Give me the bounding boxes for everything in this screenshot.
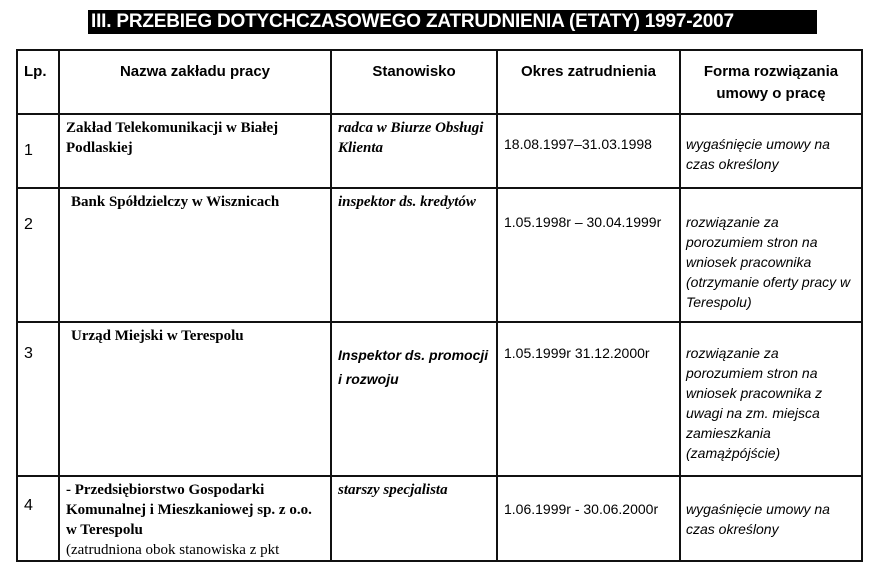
row-number: 2 [17, 188, 59, 322]
section-title: III. PRZEBIEG DOTYCHCZASOWEGO ZATRUDNIENIA (ETATY) 1997-2007 [88, 10, 817, 34]
job-position: inspektor ds. kredytów [331, 188, 497, 322]
header-period: Okres zatrudnienia [497, 50, 680, 114]
header-employer: Nazwa zakładu pracy [59, 50, 331, 114]
job-position: radca w Biurze Obsługi Klienta [331, 114, 497, 188]
employment-period: 1.06.1999r - 30.06.2000r [497, 476, 680, 561]
table-header-row [17, 50, 862, 114]
employer-name: Zakład Telekomunikacji w Białej Podlaskiej [59, 114, 331, 188]
table-row [17, 476, 862, 561]
table-row [17, 114, 862, 188]
employer-name: Urząd Miejski w Terespolu [59, 322, 331, 476]
employment-period: 18.08.1997–31.03.1998 [497, 114, 680, 188]
table-row [17, 188, 862, 322]
termination-form: wygaśnięcie umowy na czas określony [680, 114, 862, 188]
row-number: 3 [17, 322, 59, 476]
employer-note: (zatrudniona obok stanowiska z pkt [66, 542, 280, 558]
termination-form: rozwiązanie za porozumiem stron na wniosek pracownika z uwagi na zm. miejsca zamieszkania (zamążpójście) [680, 322, 862, 476]
employment-period: 1.05.1998r – 30.04.1999r [497, 188, 680, 322]
row-number: 4 [17, 476, 59, 561]
header-position: Stanowisko [331, 50, 497, 114]
employer-name-text: - Przedsiębiorstwo Gospodarki Komunalnej i Mieszkaniowej sp. z o.o. w Terespolu [66, 482, 312, 538]
header-termination: Forma rozwiązania umowy o pracę [680, 50, 862, 114]
table-row [17, 322, 862, 476]
header-lp: Lp. [17, 50, 59, 114]
row-number: 1 [17, 114, 59, 188]
job-position: Inspektor ds. promocji i rozwoju [331, 322, 497, 476]
job-position: starszy specjalista [331, 476, 497, 561]
termination-form: rozwiązanie za porozumiem stron na wniosek pracownika (otrzymanie oferty pracy w Terespolu) [680, 188, 862, 322]
employment-period: 1.05.1999r 31.12.2000r [497, 322, 680, 476]
termination-form: wygaśnięcie umowy na czas określony [680, 476, 862, 561]
employer-name: Bank Spółdzielczy w Wisznicach [59, 188, 331, 322]
employer-name [59, 476, 331, 561]
employment-history-table [16, 49, 863, 562]
